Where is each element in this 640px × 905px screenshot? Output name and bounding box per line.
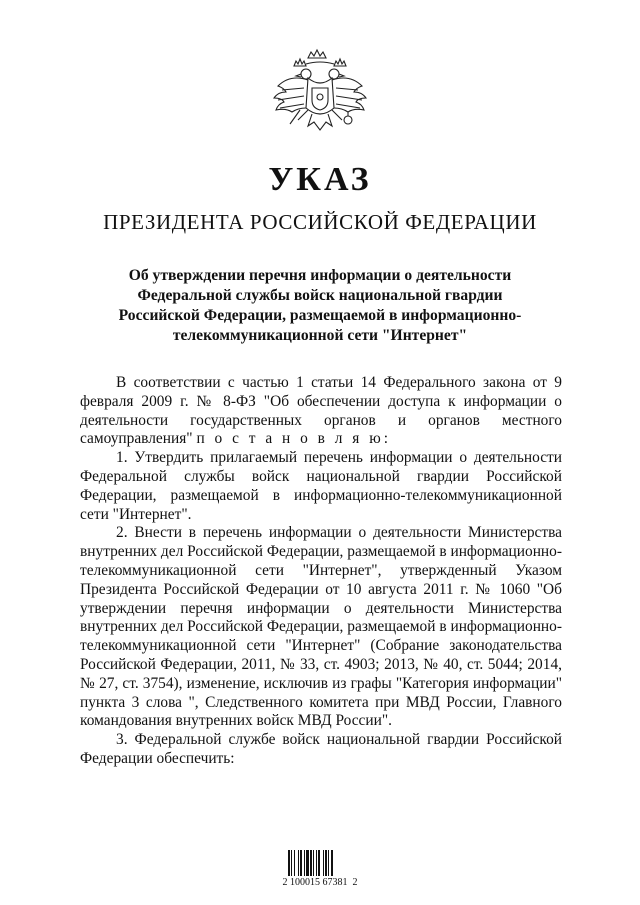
barcode-bar bbox=[328, 850, 329, 876]
page-title: УКАЗ bbox=[268, 161, 372, 198]
intro-paragraph bbox=[80, 374, 562, 449]
barcode-bar bbox=[298, 850, 299, 876]
intro-text: В соответствии с частью 1 статьи 14 Федерального закона от 9 февраля 2009 г. № 8-ФЗ "Об обеспечении доступа к информации о деятельности государственных органов и органов местного самоуправления" bbox=[80, 374, 562, 448]
decree-heading bbox=[60, 266, 580, 346]
barcode-bar bbox=[304, 850, 305, 876]
barcode-bar bbox=[313, 850, 314, 876]
heading-line: Федеральной службы войск национальной гвардии bbox=[137, 287, 503, 304]
barcode-bar bbox=[318, 850, 320, 876]
item-2-paragraph: 2. Внести в перечень информации о деятельности Министерства внутренних дел Российской Федерации, размещаемой в информационно-телекоммуникационной сети "Интернет", утвержденный Указом Президента Российской Федерации от 10 августа 2011 г. № 1060 "Об утверждении перечня информации о деятельности Министерства внутренних дел Российской Федерации, размещаемой в информационно-телекоммуникационной сети "Интернет" (Собрание законодательства Российской Федерации, 2011, № 33, ст. 4903; 2013, № 40, ст. 5044; 2014, № 27, ст. 3754), изменение, исключив из графы "Категория информации" пункта 3 слова ", Следственного комитета при МВД России, Главного командования внутренних войск МВД России". bbox=[80, 524, 562, 730]
barcode-bar bbox=[310, 850, 312, 876]
barcode-bar bbox=[291, 850, 292, 876]
page-subtitle: ПРЕЗИДЕНТА РОССИЙСКОЙ ФЕДЕРАЦИИ bbox=[103, 210, 537, 234]
heading-line: Об утверждении перечня информации о деятельности bbox=[128, 267, 512, 284]
barcode-bar bbox=[323, 850, 324, 876]
decree-body bbox=[80, 374, 562, 769]
barcode-bar bbox=[325, 850, 327, 876]
barcode-bar bbox=[294, 850, 295, 876]
barcode-bar bbox=[306, 850, 309, 876]
barcode-bar bbox=[331, 850, 333, 876]
heading-line: телекоммуникационной сети "Интернет" bbox=[172, 327, 468, 344]
barcode-bar bbox=[316, 850, 317, 876]
barcode-bar bbox=[300, 850, 302, 876]
item-3-paragraph: 3. Федеральной службе войск национальной гвардии Российской Федерации обеспечить: bbox=[80, 731, 562, 767]
item-1-paragraph: 1. Утвердить прилагаемый перечень информации о деятельности Федеральной службы войск национальной гвардии Российской Федерации, размещаемой в информационно-телекоммуникационной сети "Интернет". bbox=[80, 449, 562, 523]
heading-line: Российской Федерации, размещаемой в информационно- bbox=[118, 307, 522, 324]
barcode-icon bbox=[288, 850, 352, 876]
russian-coat-of-arms-icon bbox=[268, 44, 372, 148]
barcode-number: 2 100015 67381 2 bbox=[282, 877, 358, 888]
decree-word: п о с т а н о в л я ю: bbox=[196, 430, 391, 448]
barcode-bar bbox=[288, 850, 290, 876]
